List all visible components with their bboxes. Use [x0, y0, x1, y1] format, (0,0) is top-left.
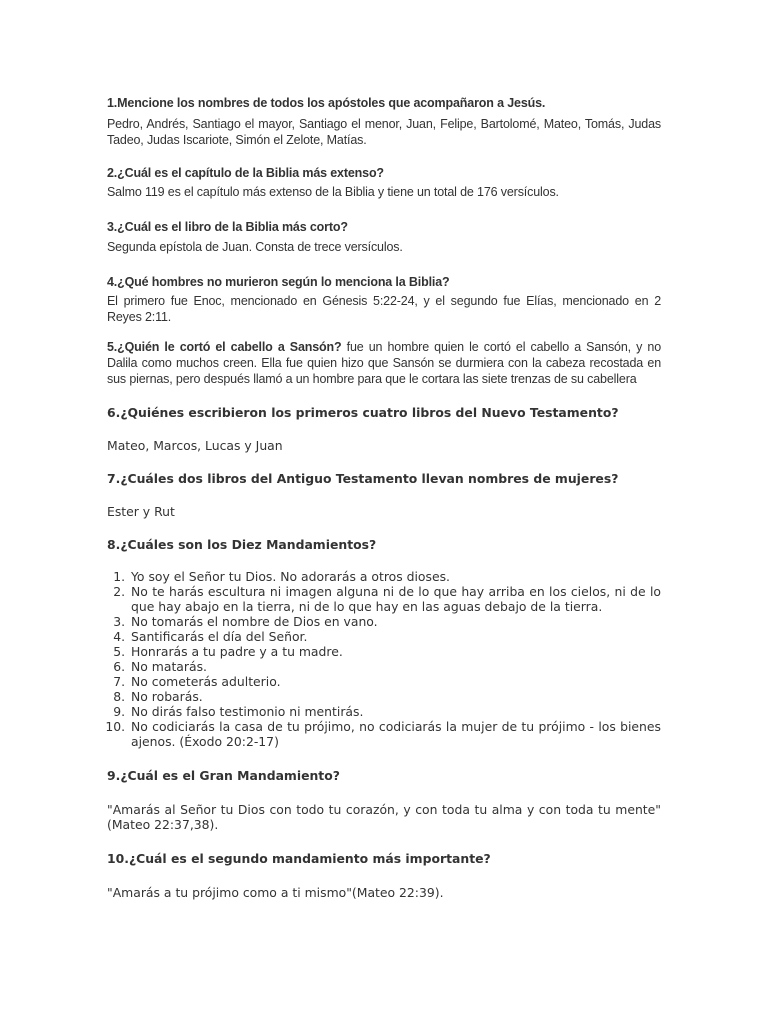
question-6: 6.¿Quiénes escribieron los primeros cuatro libros del Nuevo Testamento? — [107, 405, 619, 420]
question-answer-5 — [107, 339, 661, 387]
answer-4: El primero fue Enoc, mencionado en Génesis 5:22-24, y el segundo fue Elías, mencionado en 2 Reyes 2:11. — [107, 294, 661, 324]
question-5: 5.¿Quién le cortó el cabello a Sansón? — [107, 340, 342, 354]
answer-10: "Amarás a tu prójimo como a ti mismo"(Mateo 22:39). — [107, 885, 444, 900]
commandment-item-6: 6. No matarás. — [129, 659, 661, 674]
answer-6: Mateo, Marcos, Lucas y Juan — [107, 438, 283, 453]
commandment-item-3: 3. No tomarás el nombre de Dios en vano. — [129, 614, 661, 629]
answer-7: Ester y Rut — [107, 504, 175, 519]
commandment-item-2: 2. No te harás escultura ni imagen alguna ni de lo que hay arriba en los cielos, ni de lo que hay abajo en la tierra, ni de lo que hay en las aguas debajo de la tierra. — [129, 584, 661, 614]
answer-5: fue un hombre quien le cortó el cabello a Sansón, y no Dalila como muchos creen. Ella fue quien hizo que Sansón se durmiera con la cabeza recostada en sus piernas, pero después llamó a un hombre para que le cortara las siete trenzas de su cabellera — [107, 340, 661, 386]
question-2: 2.¿Cuál es el capítulo de la Biblia más extenso? — [107, 166, 384, 180]
answer-9: "Amarás al Señor tu Dios con todo tu corazón, y con toda tu alma y con toda tu mente" (Mateo 22:37,38). — [107, 802, 661, 832]
question-1: 1.Mencione los nombres de todos los apóstoles que acompañaron a Jesús. — [107, 96, 546, 110]
question-9: 9.¿Cuál es el Gran Mandamiento? — [107, 768, 340, 783]
question-4: 4.¿Qué hombres no murieron según lo menciona la Biblia? — [107, 275, 450, 289]
commandment-item-10: 10. No codiciarás la casa de tu prójimo, no codiciarás la mujer de tu prójimo - los bienes ajenos. (Éxodo 20:2-17) — [129, 719, 661, 749]
question-8: 8.¿Cuáles son los Diez Mandamientos? — [107, 537, 377, 552]
commandment-item-5: 5. Honrarás a tu padre y a tu madre. — [129, 644, 661, 659]
commandment-item-7: 7. No cometerás adulterio. — [129, 674, 661, 689]
document-page — [107, 93, 661, 900]
commandment-item-9: 9. No dirás falso testimonio ni mentirás. — [129, 704, 661, 719]
commandment-item-8: 8. No robarás. — [129, 689, 661, 704]
commandments-list — [107, 569, 661, 749]
commandment-item-4: 4. Santificarás el día del Señor. — [129, 629, 661, 644]
question-3: 3.¿Cuál es el libro de la Biblia más corto? — [107, 220, 348, 234]
commandment-item-1: 1. Yo soy el Señor tu Dios. No adorarás a otros dioses. — [129, 569, 661, 584]
answer-3: Segunda epístola de Juan. Consta de trece versículos. — [107, 240, 403, 254]
answer-2: Salmo 119 es el capítulo más extenso de la Biblia y tiene un total de 176 versículos. — [107, 185, 559, 199]
question-7: 7.¿Cuáles dos libros del Antiguo Testamento llevan nombres de mujeres? — [107, 471, 619, 486]
answer-1: Pedro, Andrés, Santiago el mayor, Santiago el menor, Juan, Felipe, Bartolomé, Mateo, Tomás, Judas Tadeo, Judas Iscariote, Simón el Zelote, Matías. — [107, 117, 661, 147]
question-10: 10.¿Cuál es el segundo mandamiento más importante? — [107, 851, 491, 866]
